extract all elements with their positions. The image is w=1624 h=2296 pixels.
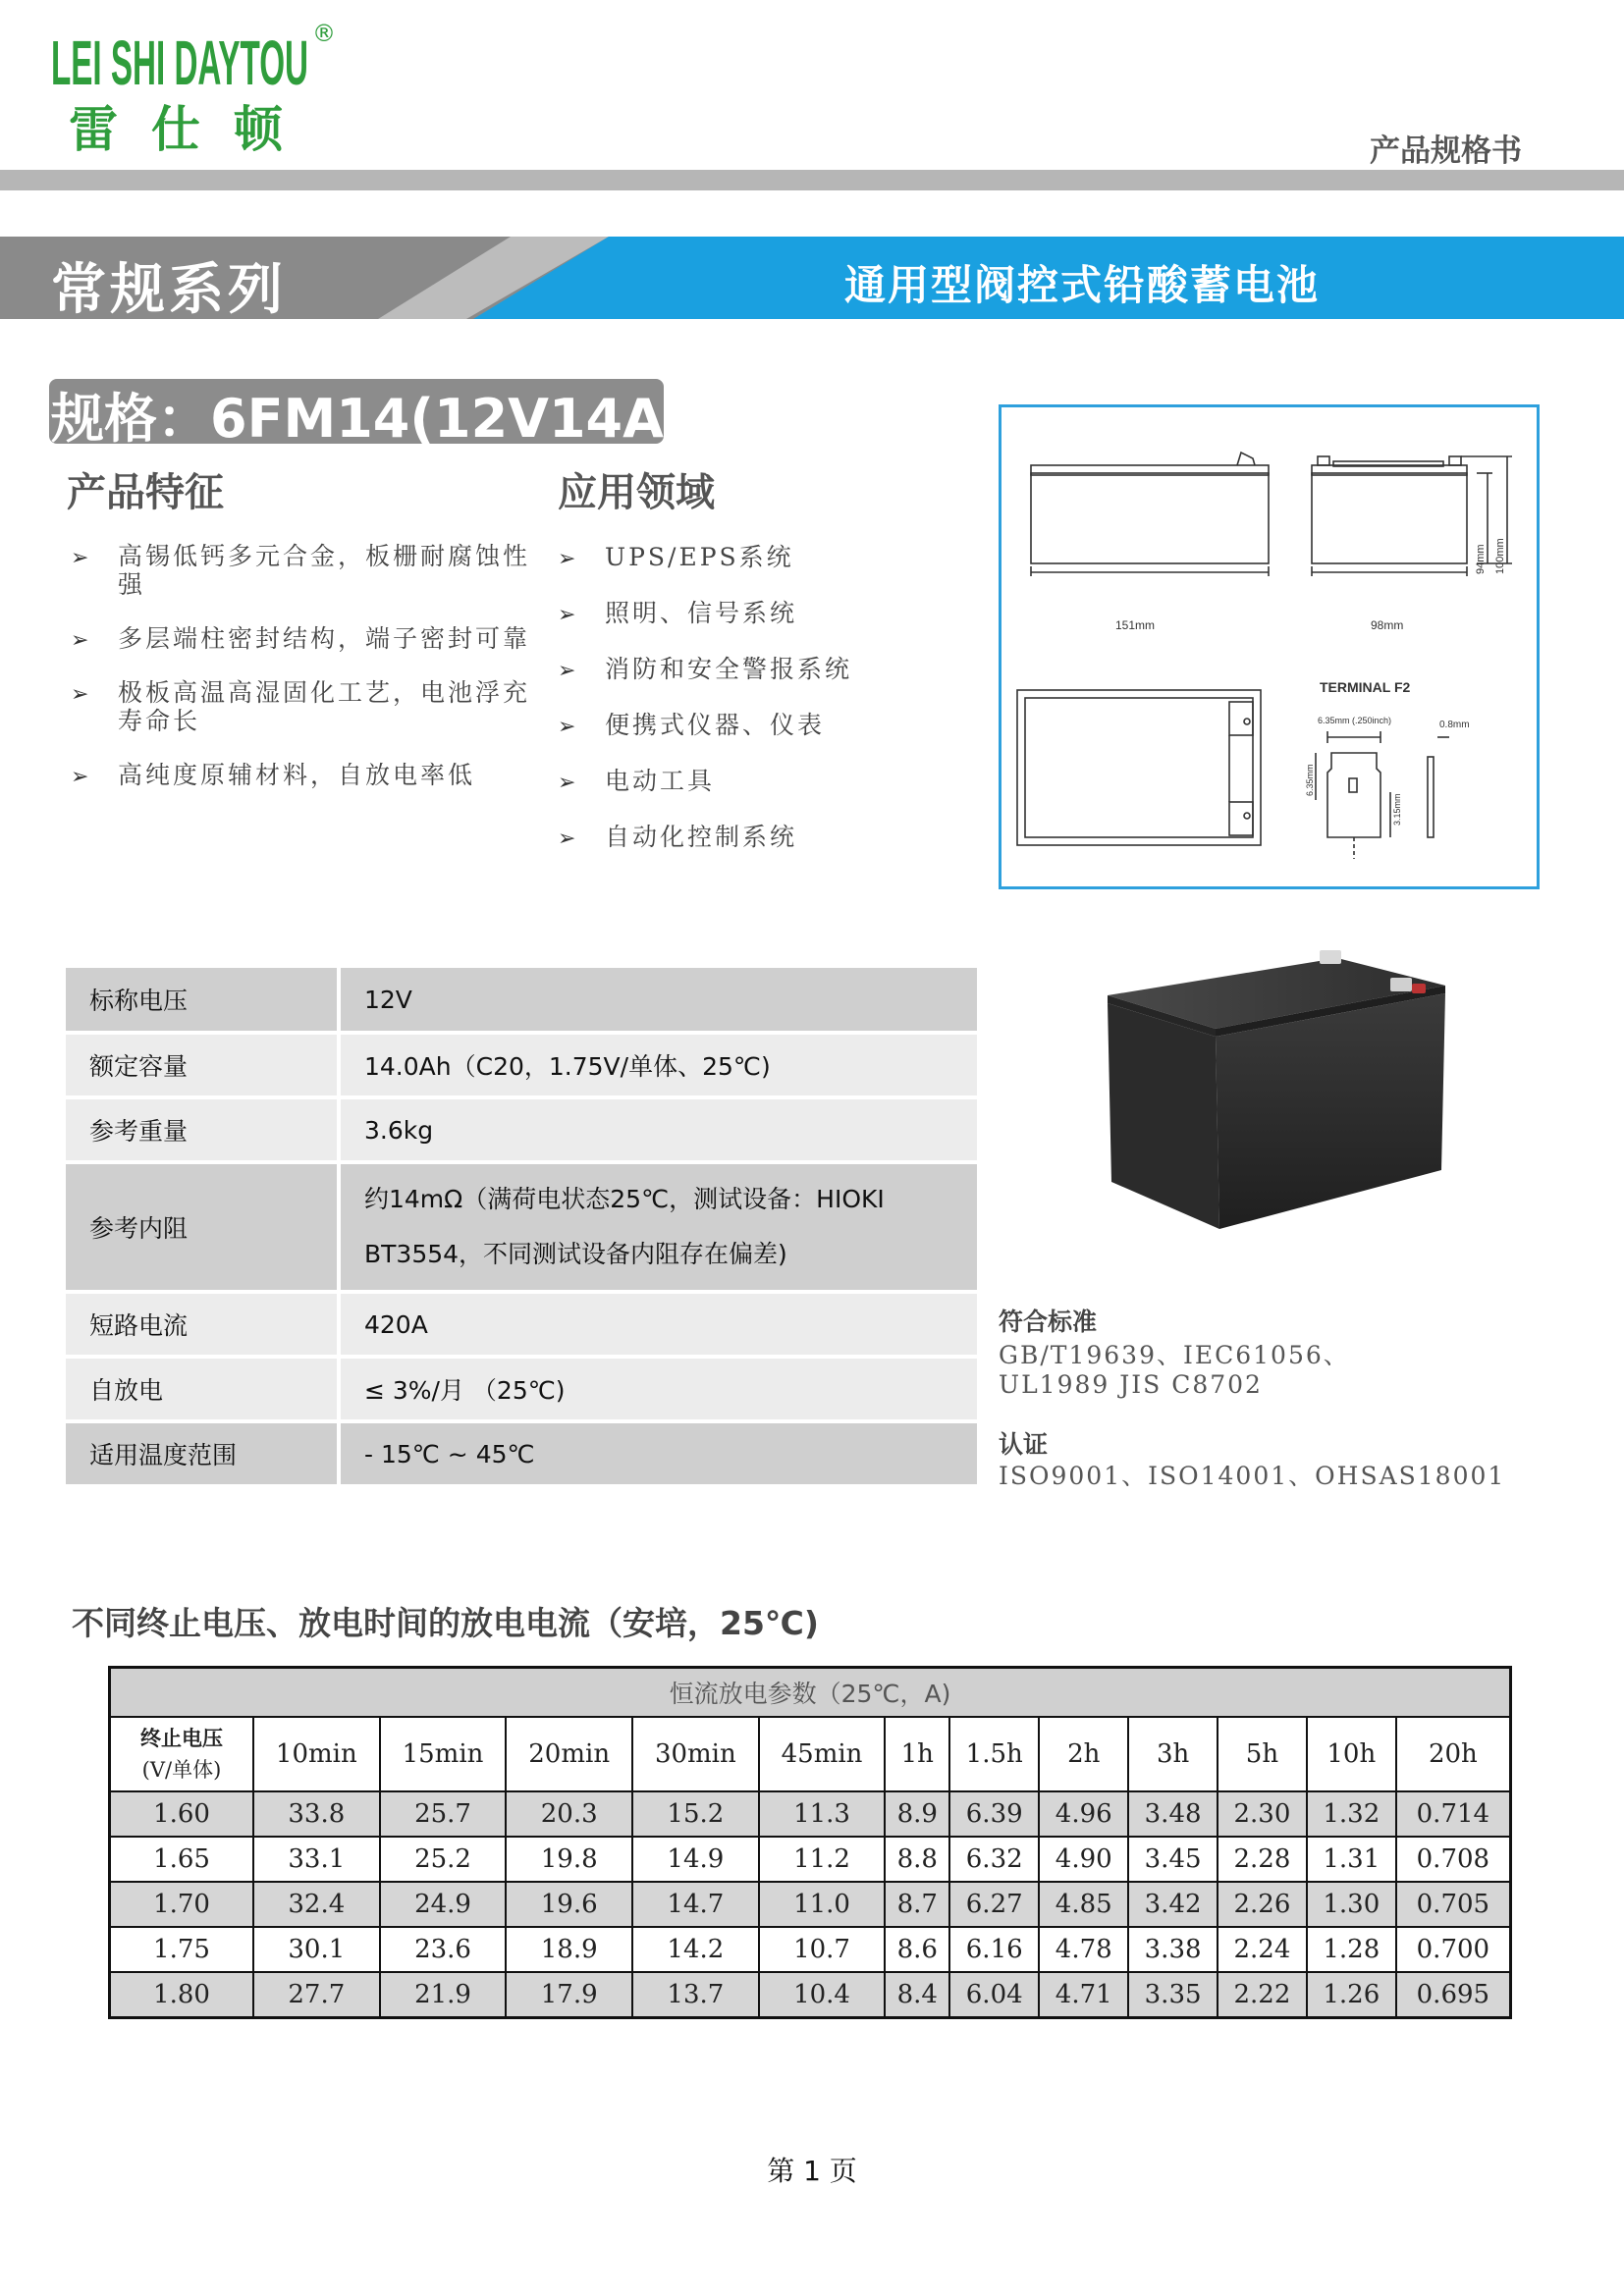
battery-photo <box>1092 934 1455 1239</box>
column-header: 3h <box>1128 1717 1218 1791</box>
table-cell: 3.35 <box>1128 1972 1218 2018</box>
arrow-bullet-icon: ➢ <box>71 765 92 789</box>
voltage-cell: 1.70 <box>110 1882 254 1927</box>
list-item: ➢ 照明、信号系统 <box>558 598 852 629</box>
table-cell: 0.700 <box>1396 1927 1511 1972</box>
terminal-width-label: 6.35mm (.250inch) <box>1318 716 1392 725</box>
arrow-bullet-icon: ➢ <box>71 546 92 570</box>
voltage-cell: 1.65 <box>110 1837 254 1882</box>
table-cell: 13.7 <box>632 1972 759 2018</box>
table-row <box>66 1292 977 1357</box>
table-cell: 25.2 <box>380 1837 507 1882</box>
table-cell: 1.28 <box>1307 1927 1396 1972</box>
voltage-cell: 1.75 <box>110 1927 254 1972</box>
table-cell: 3.38 <box>1128 1927 1218 1972</box>
registered-mark: ® <box>312 20 336 47</box>
table-cell: 8.9 <box>885 1791 949 1837</box>
table-cell: 4.96 <box>1039 1791 1128 1837</box>
table-cell: 8.6 <box>885 1927 949 1972</box>
table-row <box>66 968 977 1033</box>
table-row <box>66 1162 977 1292</box>
table-cell: 2.30 <box>1218 1791 1307 1837</box>
list-item: ➢ 高纯度原辅材料，自放电率低 <box>71 761 476 789</box>
column-header: 5h <box>1218 1717 1307 1791</box>
column-header: 1.5h <box>949 1717 1039 1791</box>
table-row <box>66 1033 977 1097</box>
list-item: ➢ 高锡低钙多元合金，板栅耐腐蚀性强 <box>71 542 531 599</box>
spec-value: 420A <box>339 1292 977 1357</box>
document-type: 产品规格书 <box>1370 133 1522 169</box>
table-caption-row <box>110 1668 1511 1718</box>
table-cell: 1.31 <box>1307 1837 1396 1882</box>
table-cell: 8.7 <box>885 1882 949 1927</box>
table-cell: 3.45 <box>1128 1837 1218 1882</box>
table-cell: 3.42 <box>1128 1882 1218 1927</box>
table-cell: 19.6 <box>506 1882 632 1927</box>
discharge-title: 不同终止电压、放电时间的放电电流（安培，25℃) <box>72 1604 819 1642</box>
column-header: 10h <box>1307 1717 1396 1791</box>
table-row <box>110 1837 1511 1882</box>
table-cell: 23.6 <box>380 1927 507 1972</box>
spec-key: 参考重量 <box>66 1097 339 1162</box>
brand-logo <box>49 20 344 98</box>
features-list <box>71 542 530 815</box>
table-cell: 6.27 <box>949 1882 1039 1927</box>
table-cell: 14.7 <box>632 1882 759 1927</box>
table-row <box>66 1357 977 1421</box>
column-header: 15min <box>380 1717 507 1791</box>
product-type: 通用型阀控式铅酸蓄电池 <box>844 261 1321 309</box>
table-cell: 6.32 <box>949 1837 1039 1882</box>
table-cell: 2.22 <box>1218 1972 1307 2018</box>
terminal-height2-label: 3.15mm <box>1392 793 1402 826</box>
applications-title: 应用领域 <box>558 470 715 515</box>
certification-text: ISO9001、ISO14001、OHSAS18001 <box>999 1462 1506 1490</box>
column-header: 10min <box>253 1717 380 1791</box>
table-cell: 8.4 <box>885 1972 949 2018</box>
spec-key: 额定容量 <box>66 1033 339 1097</box>
spec-value: 约14mΩ（满荷电状态25℃，测试设备：HIOKI BT3554，不同测试设备内阻存在偏差) <box>339 1162 977 1292</box>
spec-value: ≤ 3%/月 （25℃) <box>339 1357 977 1421</box>
features-title: 产品特征 <box>67 470 224 515</box>
table-cell: 14.2 <box>632 1927 759 1972</box>
column-header: 2h <box>1039 1717 1128 1791</box>
table-cell: 25.7 <box>380 1791 507 1837</box>
table-cell: 10.7 <box>759 1927 886 1972</box>
table-cell: 6.39 <box>949 1791 1039 1837</box>
spec-value: - 15℃ ~ 45℃ <box>339 1421 977 1486</box>
table-cell: 11.0 <box>759 1882 886 1927</box>
arrow-bullet-icon: ➢ <box>558 771 579 795</box>
spec-key: 自放电 <box>66 1357 339 1421</box>
list-item: ➢ 极板高温高湿固化工艺，电池浮充寿命长 <box>71 678 531 735</box>
table-cell: 17.9 <box>506 1972 632 2018</box>
standards-text: GB/T19639、IEC61056、UL1989 JIS C8702 <box>999 1341 1350 1399</box>
table-row <box>110 1791 1511 1837</box>
table-cell: 33.8 <box>253 1791 380 1837</box>
table-cell: 3.48 <box>1128 1791 1218 1837</box>
arrow-bullet-icon: ➢ <box>558 827 579 851</box>
table-cell: 11.3 <box>759 1791 886 1837</box>
table-cell: 20.3 <box>506 1791 632 1837</box>
table-cell: 0.695 <box>1396 1972 1511 2018</box>
arrow-bullet-icon: ➢ <box>71 628 92 653</box>
list-item: ➢ 自动化控制系统 <box>558 822 852 853</box>
table-cell: 4.78 <box>1039 1927 1128 1972</box>
column-header: 45min <box>759 1717 886 1791</box>
column-header: 20min <box>506 1717 632 1791</box>
header-divider <box>0 170 1624 190</box>
table-cell: 1.32 <box>1307 1791 1396 1837</box>
table-cell: 2.24 <box>1218 1927 1307 1972</box>
table-cell: 21.9 <box>380 1972 507 2018</box>
certification-title: 认证 <box>999 1430 1049 1459</box>
page-number: 第 1 页 <box>767 2155 857 2187</box>
standards-title: 符合标准 <box>999 1308 1098 1336</box>
spec-key: 适用温度范围 <box>66 1421 339 1486</box>
table-cell: 1.26 <box>1307 1972 1396 2018</box>
table-cell: 0.714 <box>1396 1791 1511 1837</box>
brand-name-cn: 雷仕顿 <box>69 101 316 158</box>
table-cell: 4.71 <box>1039 1972 1128 2018</box>
table-row <box>110 1927 1511 1972</box>
arrow-bullet-icon: ➢ <box>71 682 92 707</box>
length-label: 151mm <box>1115 618 1156 632</box>
table-header-row <box>110 1717 1511 1791</box>
table-cell: 0.708 <box>1396 1837 1511 1882</box>
width-label: 98mm <box>1371 618 1404 632</box>
table-cell: 8.8 <box>885 1837 949 1882</box>
table-cell: 15.2 <box>632 1791 759 1837</box>
table-caption: 恒流放电参数（25℃，A) <box>110 1668 1511 1718</box>
table-cell: 4.85 <box>1039 1882 1128 1927</box>
table-cell: 19.8 <box>506 1837 632 1882</box>
body-height-label: 94mm <box>1475 544 1487 574</box>
table-row <box>66 1097 977 1162</box>
table-cell: 4.90 <box>1039 1837 1128 1882</box>
spec-table <box>66 968 977 1488</box>
table-cell: 30.1 <box>253 1927 380 1972</box>
spec-key: 参考内阻 <box>66 1162 339 1292</box>
list-item: ➢ 消防和安全警报系统 <box>558 654 852 685</box>
table-row <box>66 1421 977 1486</box>
dimension-drawing <box>999 404 1540 889</box>
series-name: 常规系列 <box>51 258 287 322</box>
table-cell: 18.9 <box>506 1927 632 1972</box>
table-row <box>110 1972 1511 2018</box>
table-cell: 2.28 <box>1218 1837 1307 1882</box>
terminal-thickness-label: 0.8mm <box>1439 720 1470 730</box>
table-row <box>110 1882 1511 1927</box>
column-header: 30min <box>632 1717 759 1791</box>
table-cell: 6.16 <box>949 1927 1039 1972</box>
spec-value: 3.6kg <box>339 1097 977 1162</box>
applications-list <box>558 542 852 878</box>
table-cell: 27.7 <box>253 1972 380 2018</box>
list-item: ➢ 多层端柱密封结构，端子密封可靠 <box>71 624 531 653</box>
terminal-title: TERMINAL F2 <box>1320 679 1411 695</box>
arrow-bullet-icon: ➢ <box>558 659 579 683</box>
voltage-cell: 1.80 <box>110 1972 254 2018</box>
table-cell: 6.04 <box>949 1972 1039 2018</box>
column-header-voltage: 终止电压 (V/单体) <box>110 1717 254 1791</box>
total-height-label: 100mm <box>1494 538 1506 574</box>
list-item: ➢ 电动工具 <box>558 766 852 797</box>
spec-value: 14.0Ah（C20，1.75V/单体、25℃) <box>339 1033 977 1097</box>
arrow-bullet-icon: ➢ <box>558 547 579 571</box>
table-cell: 24.9 <box>380 1882 507 1927</box>
table-cell: 1.30 <box>1307 1882 1396 1927</box>
table-cell: 14.9 <box>632 1837 759 1882</box>
discharge-table <box>108 1666 1512 2019</box>
brand-name-en: LEI SHI DAYTOU <box>51 27 308 98</box>
spec-key: 短路电流 <box>66 1292 339 1357</box>
model-title: 规格：6FM14(12V14Ah) <box>51 388 727 450</box>
table-cell: 11.2 <box>759 1837 886 1882</box>
spec-value: 12V <box>339 968 977 1033</box>
list-item: ➢ 便携式仪器、仪表 <box>558 710 852 741</box>
table-cell: 2.26 <box>1218 1882 1307 1927</box>
column-header: 20h <box>1396 1717 1511 1791</box>
column-header: 1h <box>885 1717 949 1791</box>
list-item: ➢ UPS/EPS系统 <box>558 542 852 573</box>
arrow-bullet-icon: ➢ <box>558 715 579 739</box>
table-cell: 0.705 <box>1396 1882 1511 1927</box>
terminal-height1-label: 6.35mm <box>1305 764 1315 796</box>
arrow-bullet-icon: ➢ <box>558 603 579 627</box>
spec-key: 标称电压 <box>66 968 339 1033</box>
table-cell: 33.1 <box>253 1837 380 1882</box>
voltage-cell: 1.60 <box>110 1791 254 1837</box>
table-cell: 10.4 <box>759 1972 886 2018</box>
table-cell: 32.4 <box>253 1882 380 1927</box>
